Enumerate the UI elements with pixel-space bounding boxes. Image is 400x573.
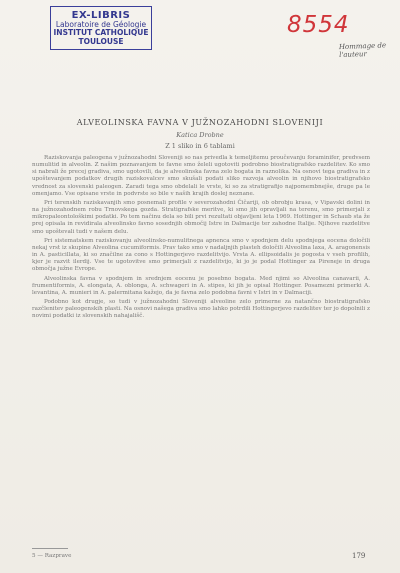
- paragraph: Raziskovanja paleogena v južnozahodni Sloveniji so nas privedla k temeljitemu proučevanju foraminifer, predvsem numulitid in alveolin. Z našim poznavanjem te favne smo želeli ugotoviti podrobno biostratigrafsko razdelitev. Ko smo si nabrali že precej gradiva, smo ugotovili, da je alveolinska favna zelo bogata in raznolika. Na osnovi tega gradiva in z upoštevanjem podatkov drugih raziskovalcev smo skušali podati sliko razvoja alveolin in njihovo biostratigrafsko vrednost za slovenski paleogen. Zaradi tega smo obdelali le vrste, ki so za stratigrafijo najpomembnejše, druge pa le omenjamo. Vse opisane vrste in podvrste so bile v naših krajih doslej neznane.: [32, 155, 370, 197]
- handwritten-inventory-number: 8554: [287, 12, 350, 38]
- paragraph: Pri terenskih raziskavanjih smo posnemali profile v severozahodni Čičariji, ob obrobju krasa, v Vipavski dolini in na južnozahodnem robu Trnovskega gozda. Stratigrafske meritve, ki smo jih opravljali na terenu, smo primerjali z mikropaleontološkimi podatki. Po tem načinu dela so bili prvi rezultati objavljeni leta 1969. Hottinger in Schaub sta že prej opisala in revidirala alveolinsko favno sosednjih območij Istre in Dalmacije ter zahodne Italije. Njihove razdelitve smo upoštevali tudi v našem delu.: [32, 199, 370, 235]
- page-number: 179: [352, 552, 366, 560]
- paragraph: Pri sistematskem raziskovanju alveolinsko-numulitnega apnenca smo v spodnjem delu spodnjega eocena določili nekaj vrst iz skupine Alveolina cucumiformis. Prav tako smo v nadaljnjih plasteh določili Alveolina laxa, A. aragonensis in A. pasticillata, ki so značilne za cono s Hottingerjevo razdelitvijo. Vrsta A. ellipsoidalis je pogosta v vseh profilih, kjer je razvit ilerdij. Vse te ugotovitve smo primerjali z razdelitvijo, ki jo je podal Hottinger za Pireneje in druga območja južne Evrope.: [32, 237, 370, 273]
- paragraph: Podobno kot drugje, so tudi v južnozahodni Sloveniji alveoline zelo primerne za natančno biostratigrafsko razčlenitev paleogenskih plasti. Na osnovi našega gradiva smo lahko potrdili Hottingerjevo razdelitev ter jo dopolnili z novimi podatki iz slovenskih nahajališč.: [32, 298, 370, 320]
- paragraph: Alveolinska favna v spodnjem in srednjem eocenu je posebno bogata. Med njimi so Alveolina canavarii, A. frumentiformis, A. elongata, A. oblonga, A. schwageri in A. stipes, ki jih je opisal Hottinger. Posamezni primerki A. levantina, A. munieri in A. palermitana kažejo, da je favna zelo podobna favni v Istri in v Dalmaciji.: [32, 275, 370, 296]
- stamp-line-2: Laboratoire de Géologie: [55, 20, 147, 29]
- article-plates-note: Z 1 sliko in 6 tablami: [165, 142, 235, 150]
- ex-libris-stamp: [50, 6, 152, 50]
- stamp-line-3: INSTITUT CATHOLIQUE: [53, 28, 149, 38]
- stamp-line-4: TOULOUSE: [78, 36, 124, 46]
- footer-rule: [32, 548, 68, 549]
- article-author: Katica Drobne: [176, 131, 224, 139]
- handwritten-dedication: Hommage de l'auteur: [338, 41, 387, 60]
- article-title: ALVEOLINSKA FAVNA V JUŽNOZAHODNI SLOVENIJI: [76, 118, 324, 127]
- footer-journal: 5 — Razprave: [32, 553, 72, 559]
- article-body: [32, 155, 370, 322]
- stamp-line-1: EX-LIBRIS: [71, 10, 131, 21]
